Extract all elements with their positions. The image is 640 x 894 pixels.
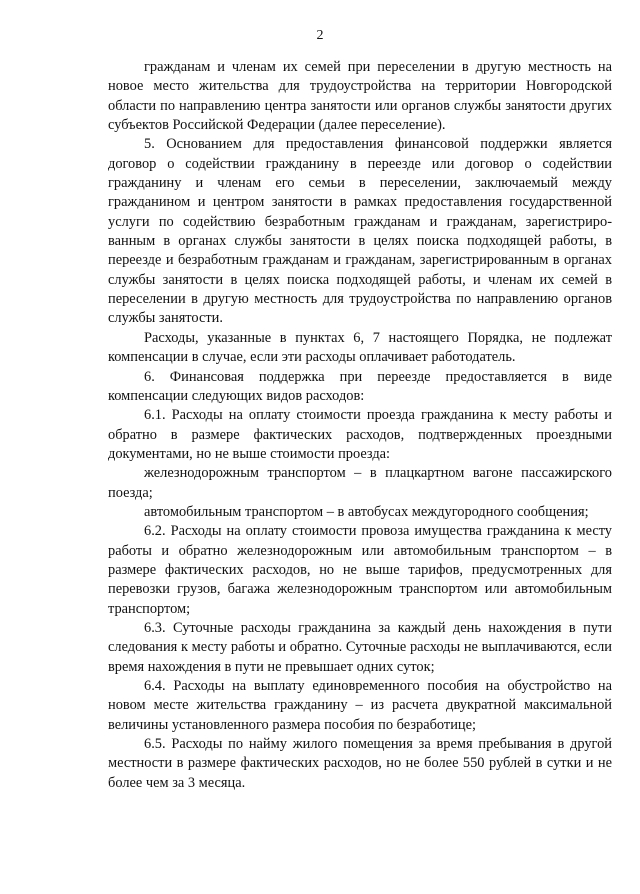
paragraph-clause-5: 5. Основанием для предоставления финансовой поддержки является договор о содействии гражданину в переезде или договор о содействии гражданину и членам его семьи в переселении, заключаемый между гражданином и центром занятости в рамках предоставления государственной услуги по содействию безработным гражданам и гражданам, зарегистриро-ванным в органах службы занятости в целях поиска подходящей работы, в переезде и безработным гражданам и гражданам, зарегистрированным в органах службы занятости в целях поиска подходящей работы, и членам их семей в переселении в другую местность для трудоустройства по направлению органов службы занятости. — [108, 136, 612, 327]
paragraph-clause-6: 6. Финансовая поддержка при переезде предоставляется в виде компенсации следующих видов расходов: — [108, 368, 612, 404]
paragraph-railway-transport: железнодорожным транспортом – в плацкартном вагоне пассажирского поезда; — [108, 465, 612, 501]
paragraph-clause-6-5: 6.5. Расходы по найму жилого помещения за время пребывания в другой местности в размере фактических расходов, но не более 550 рублей в сутки и не более чем за 3 месяца. — [108, 736, 612, 791]
paragraph-expenses-note: Расходы, указанные в пунктах 6, 7 настоящего Порядка, не подлежат компенсации в случае, если эти расходы оплачивает работодатель. — [108, 329, 612, 366]
document-body — [108, 58, 612, 793]
paragraph-continuation: гражданам и членам их семей при переселении в другую местность на новое место жительства для трудоустройства на территории Новгородской области по направлению центра занятости или органов службы занятости других субъектов Российской Федерации (далее переселение). — [108, 59, 612, 134]
paragraph-clause-6-3: 6.3. Суточные расходы гражданина за каждый день нахождения в пути следования к месту работы и обратно. Суточные расходы не выплачиваются, если время нахождения в пути не превышает одних суток; — [108, 619, 612, 675]
paragraph-clause-6-2: 6.2. Расходы на оплату стоимости провоза имущества гражданина к месту работы и обратно железнодорожным или автомобильным транспортом – в размере фактических расходов, но не выше тарифов, предусмотренных для перевозки грузов, багажа железнодорожным транспортом или автомобильным транспортом; — [108, 523, 612, 617]
paragraph-clause-6-4: 6.4. Расходы на выплату единовременного пособия на обустройство на новом месте жительства гражданину – из расчета двукратной максимальной величины установленного размера пособия по безработице; — [108, 678, 612, 733]
paragraph-road-transport: автомобильным транспортом – в автобусах междугородного сообщения; — [144, 503, 589, 520]
page-number: 2 — [316, 28, 324, 43]
paragraph-clause-6-1: 6.1. Расходы на оплату стоимости проезда гражданина к месту работы и обратно в размере фактических расходов, подтвержденных проездными документами, но не выше стоимости проезда: — [108, 407, 612, 462]
